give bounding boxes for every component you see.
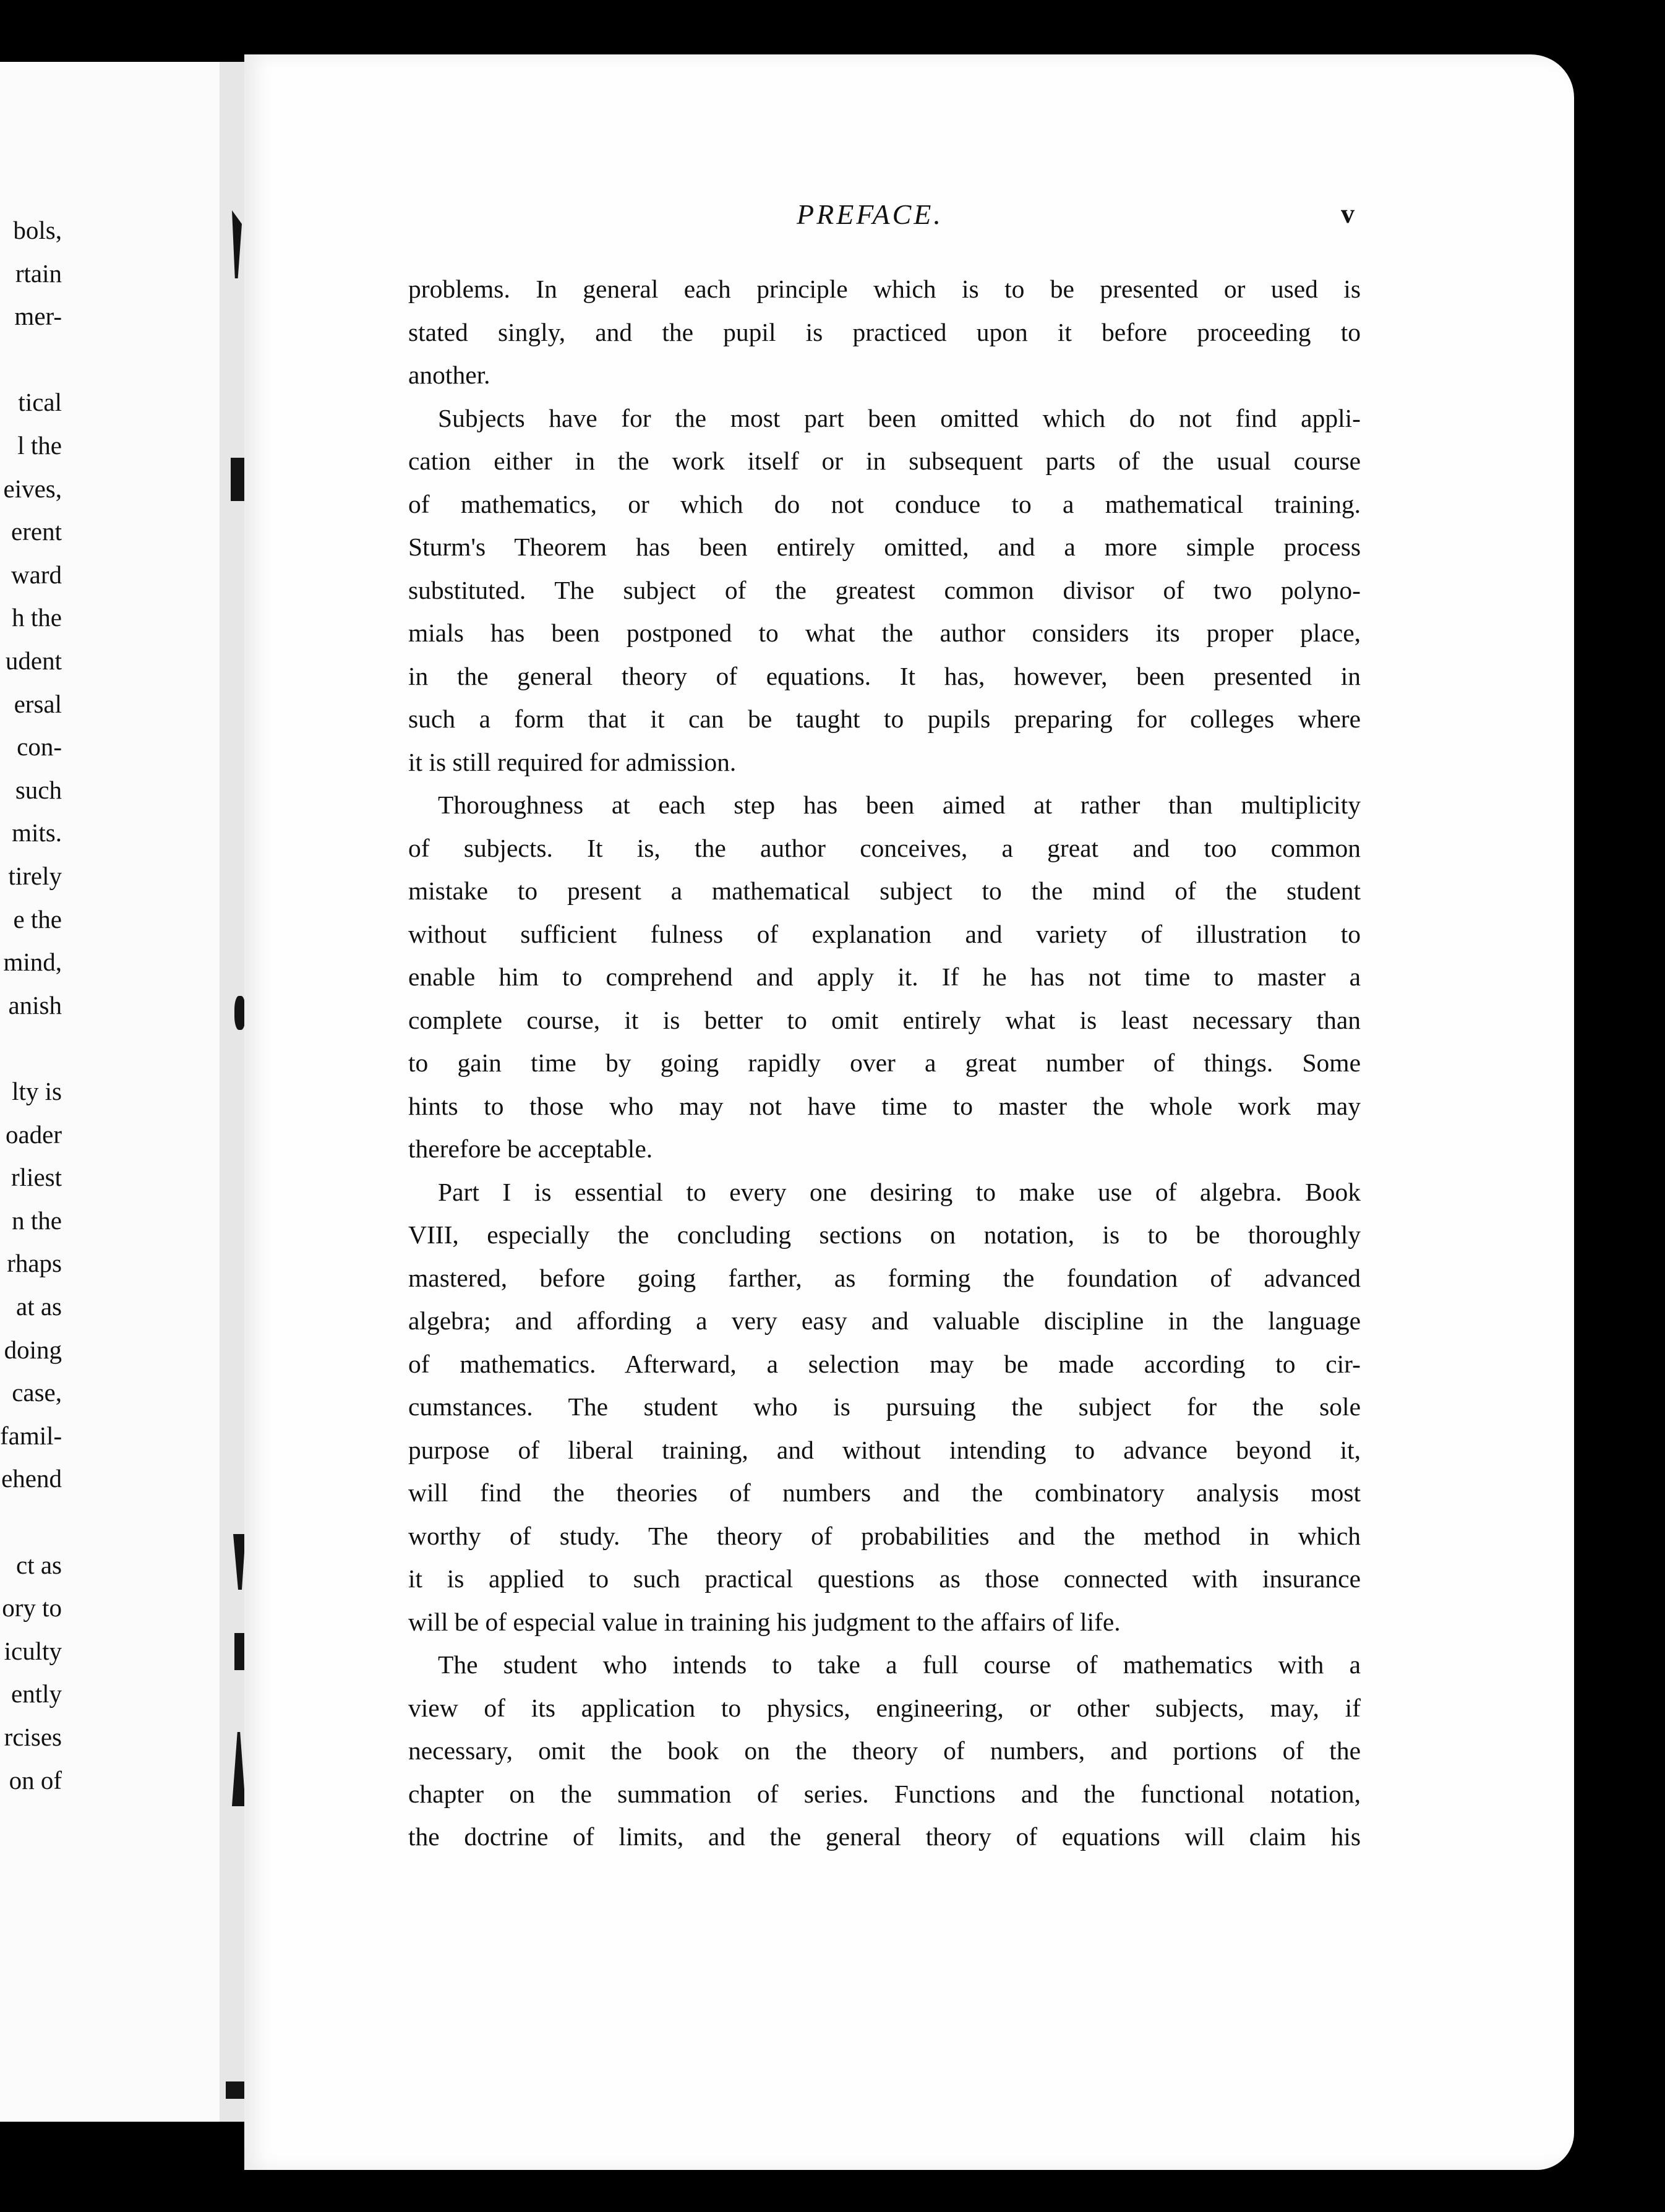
facing-page-fragment: iculty (4, 1636, 62, 1665)
paragraph (408, 268, 1361, 397)
text-line: algebra; and affording a very easy and valuable discipline in the language (408, 1306, 1361, 1335)
facing-page-fragment: mer- (14, 302, 62, 331)
facing-page-fragment: mits. (12, 818, 62, 847)
text-line: Thoroughness at each step has been aimed at rather than multiplicity (438, 791, 1361, 819)
binding-mark (232, 210, 242, 278)
text-line: view of its application to physics, engineering, or other subjects, may, if (408, 1693, 1361, 1722)
book-page-right (244, 54, 1574, 2170)
text-line: problems. In general each principle which is to be presented or used is (408, 275, 1361, 303)
facing-page-fragment: h the (12, 603, 62, 632)
facing-page-fragment: famil- (0, 1421, 62, 1450)
text-line: to gain time by going rapidly over a great number of things. Some (408, 1048, 1361, 1077)
facing-page-fragment: case, (12, 1378, 62, 1407)
binding-mark (231, 458, 244, 501)
facing-page-left (0, 62, 220, 2122)
preface-body (408, 268, 1361, 1859)
binding-mark (234, 1633, 244, 1670)
facing-page-fragment: con- (17, 732, 62, 761)
text-line: another. (408, 361, 490, 389)
facing-page-fragment: rtain (15, 259, 62, 288)
text-line: in the general theory of equations. It has, however, been presented in (408, 661, 1361, 690)
paragraph (408, 784, 1361, 1171)
facing-page-fragment: rcises (4, 1723, 62, 1751)
facing-page-fragment: ehend (1, 1464, 62, 1493)
running-head (244, 198, 1574, 235)
text-line: of mathematics. Afterward, a selection may be made according to cir- (408, 1349, 1361, 1378)
text-line: will be of especial value in training his judgment to the affairs of life. (408, 1607, 1121, 1636)
facing-page-fragment: lty is (12, 1077, 62, 1105)
text-line: it is still required for admission. (408, 747, 737, 776)
facing-page-fragment: at as (16, 1292, 62, 1321)
text-line: Part I is essential to every one desiring to make use of algebra. Book (438, 1177, 1361, 1206)
facing-page-fragment: erent (11, 517, 62, 546)
running-title: PREFACE. (797, 199, 943, 230)
facing-page-fragment: udent (5, 646, 62, 675)
text-line: stated singly, and the pupil is practiced upon it before proceeding to (408, 317, 1361, 346)
facing-page-fragment: doing (4, 1335, 62, 1364)
facing-page-fragment: such (15, 775, 62, 804)
facing-page-text (0, 62, 220, 2122)
text-line: The student who intends to take a full course of mathematics with a (438, 1650, 1361, 1679)
page-number: v (1341, 199, 1355, 229)
text-line: it is applied to such practical questions as those connected with insurance (408, 1564, 1361, 1593)
book-gutter (220, 62, 247, 2122)
text-line: the doctrine of limits, and the general theory of equations will claim his (408, 1822, 1361, 1851)
facing-page-fragment: n the (12, 1206, 62, 1235)
facing-page-fragment: ersal (14, 689, 62, 718)
text-line: of subjects. It is, the author conceives, a great and too common (408, 833, 1361, 862)
text-line: necessary, omit the book on the theory of numbers, and portions of the (408, 1736, 1361, 1765)
binding-mark (233, 1534, 246, 1590)
text-line: worthy of study. The theory of probabilities and the method in which (408, 1521, 1361, 1550)
facing-page-fragment: ward (11, 560, 62, 589)
paragraph (408, 1171, 1361, 1644)
facing-page-fragment: mind, (3, 948, 62, 977)
text-line: cumstances. The student who is pursuing the subject for the sole (408, 1392, 1361, 1421)
binding-mark (232, 1732, 246, 1806)
text-line: mials has been postponed to what the author considers its proper place, (408, 619, 1361, 647)
text-line: VIII, especially the concluding sections on notation, is to be thoroughly (408, 1220, 1361, 1249)
text-line: chapter on the summation of series. Functions and the functional notation, (408, 1779, 1361, 1808)
text-line: Sturm's Theorem has been entirely omitted, and a more simple process (408, 533, 1361, 561)
text-line: hints to those who may not have time to master the whole work may (408, 1091, 1361, 1120)
paragraph (408, 397, 1361, 784)
text-line: therefore be acceptable. (408, 1134, 653, 1163)
text-line: cation either in the work itself or in subsequent parts of the usual course (408, 447, 1361, 475)
facing-page-fragment: ently (11, 1679, 62, 1708)
facing-page-fragment: e the (13, 904, 62, 933)
facing-page-fragment: bols, (13, 216, 62, 244)
text-line: mastered, before going farther, as forming the foundation of advanced (408, 1263, 1361, 1292)
facing-page-fragment: ct as (16, 1550, 62, 1579)
facing-page-fragment: ory to (2, 1593, 62, 1623)
facing-page-fragment: rhaps (7, 1249, 62, 1278)
text-line: such a form that it can be taught to pupils preparing for colleges where (408, 705, 1361, 733)
facing-page-fragment: on of (9, 1765, 62, 1794)
text-line: Subjects have for the most part been omitted which do not find appli- (438, 403, 1361, 432)
facing-page-fragment: tical (18, 388, 62, 417)
text-line: of mathematics, or which do not conduce to a mathematical training. (408, 489, 1361, 518)
facing-page-fragment: tirely (8, 862, 62, 890)
facing-page-fragment: l the (17, 431, 62, 460)
text-line: will find the theories of numbers and the combinatory analysis most (408, 1478, 1361, 1507)
text-line: mistake to present a mathematical subject to the mind of the student (408, 877, 1361, 905)
text-line: substituted. The subject of the greatest common divisor of two polyno- (408, 575, 1361, 604)
facing-page-fragment: rliest (11, 1163, 62, 1192)
text-line: without sufficient fulness of explanation and variety of illustration to (408, 919, 1361, 948)
text-line: purpose of liberal training, and without intending to advance beyond it, (408, 1435, 1361, 1464)
text-line: enable him to comprehend and apply it. If he has not time to master a (408, 962, 1361, 991)
facing-page-fragment: oader (5, 1120, 62, 1149)
paragraph (408, 1644, 1361, 1859)
text-line: complete course, it is better to omit entirely what is least necessary than (408, 1005, 1361, 1034)
facing-page-fragment: eives, (3, 474, 62, 503)
facing-page-fragment: anish (8, 990, 62, 1019)
